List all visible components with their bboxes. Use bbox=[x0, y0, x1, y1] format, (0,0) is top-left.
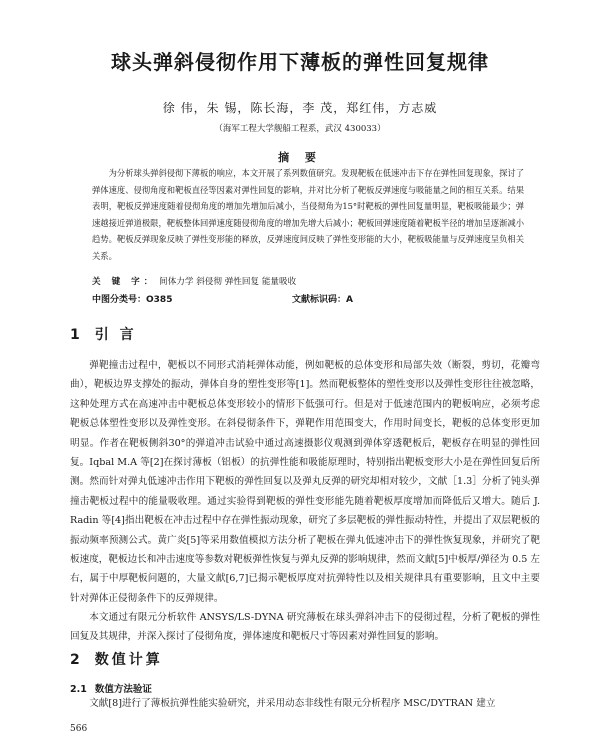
section-number: 1 bbox=[70, 327, 83, 343]
paper-title: 球头弹斜侵彻作用下薄板的弹性回复规律 bbox=[111, 50, 489, 74]
intro-paragraph-2: 本文通过有限元分析软件 ANSYS/LS-DYNA 研究薄板在球头弹斜冲击下的侵彻过程，分析了靶板的弹性回复及其规律，并深入探讨了侵彻角度，弹体速度和靶板尺寸等因素对弹性回复的影响。 bbox=[70, 612, 540, 643]
page-number: 566 bbox=[70, 724, 88, 734]
section-title: 引 言 bbox=[94, 327, 137, 343]
abstract-heading: 摘 要 bbox=[278, 151, 322, 164]
subsection-paragraph: 文献[8]进行了薄板抗弹性能实验研究，并采用动态非线性有限元分析程序 MSC/DYTRAN 建立 bbox=[89, 698, 496, 709]
subsection-number: 2.1 bbox=[70, 684, 87, 695]
section-title: 数值计算 bbox=[94, 652, 163, 668]
section-number: 2 bbox=[70, 652, 83, 668]
section-heading-intro bbox=[70, 324, 137, 344]
keywords-value: 间体力学 斜侵彻 弹性回复 能量吸收 bbox=[159, 277, 297, 287]
section-heading-numerical bbox=[70, 649, 163, 669]
keywords-label: 关 键 字： bbox=[92, 277, 157, 287]
subsection-heading bbox=[70, 681, 152, 695]
classification-line bbox=[92, 292, 524, 305]
abstract-text: 为分析球头弹斜侵彻下薄板的响应，本文开展了系列数值研究。发现靶板在低速冲击下存在弹性回复现象，探讨了弹体速度、侵彻角度和靶板直径等因素对弹性回复的影响，并对比分析了靶板反弹速度与吸能量之间的相互关系。结果表明，靶板反弹速度随着侵彻角度的增加先增加后减小，当侵彻角为15°时靶板的弹性回复量明显，靶板吸能最少；弹速越接近弹道极限，靶板整体回弹速度随侵彻角度的增加先增大后减小；靶板回弹速度随着靶板半径的增加呈逐渐减小趋势。靶板反弹现象反映了弹性变形能的释放，反弹速度间反映了弹性变形能的大小，靶板吸能量与反弹速度呈负相关关系。 bbox=[92, 168, 524, 261]
keywords-line bbox=[92, 275, 524, 289]
affiliation: （海军工程大学舰船工程系，武汉 430033） bbox=[214, 124, 386, 134]
doc-code-label: 文献标识码： bbox=[292, 295, 347, 305]
author-list: 徐 伟，朱 锡，陈长海，李 茂，郑红伟，方志威 bbox=[162, 101, 438, 115]
document-code bbox=[292, 292, 353, 305]
clc-value: O385 bbox=[146, 295, 173, 305]
clc-label: 中图分类号： bbox=[92, 295, 147, 305]
doc-code-value: A bbox=[346, 295, 353, 305]
subsection-title: 数值方法验证 bbox=[94, 684, 152, 695]
intro-paragraph-1: 弹靶撞击过程中，靶板以不同形式消耗弹体动能，例如靶板的总体变形和局部失效（断裂，剪切，花瓣弯曲），靶板边界支撑处的振动，弹体自身的塑性变形等[1]。然而靶板整体的塑性变形以及弹性变形往往被忽略，这种处理方式在高速冲击中靶板总体变形较小的情形下低强可行。但是对于低速范围内的靶板响应，必须考虑靶板总体塑性变形以及弹性变形。在斜侵彻条件下，弹靶作用范围变大，作用时间变长，靶板的总体变形更加明显。作者在靶板侧斜30°的弹道冲击试验中通过高速摄影仪观测到弹体穿透靶板后，靶板存在明显的弹性回复。Iqbal M.A 等[2]在探讨薄板（铝板）的抗弹性能和吸能原理时，特别指出靶板变形大小是在弹性回复后所测。然而针对弹丸低速冲击作用下靶板的弹性回复以及弹丸反弹的研究却相对较少，文献［1.3］分析了钝头弹撞击靶板过程中的能量吸收理。通过实验得到靶板的弹性变形能先随着靶板厚度增加而降低后又增大。随后 J. Radin 等[4]指出靶板在冲击过程中存在弹性振动现象，研究了多层靶板的弹性振动特性，并提出了双层靶板的振动频率预测公式。黄广炎[5]等采用数值模拟方法分析了靶板在弹丸低速冲击下的弹性恢复现象，并研究了靶板速度，靶板边长和冲击速度等参数对靶板弹性恢复与弹丸反弹的影响规律，然而文献[5]中板厚/弹径为 0.5 左右，属于中厚靶板问题的，大量文献[6,7]已揭示靶板厚度对抗弹特性以及相关规律具有重要影响，且文中主要针对弹体正侵彻条件下的反弹规律。 bbox=[70, 360, 540, 604]
